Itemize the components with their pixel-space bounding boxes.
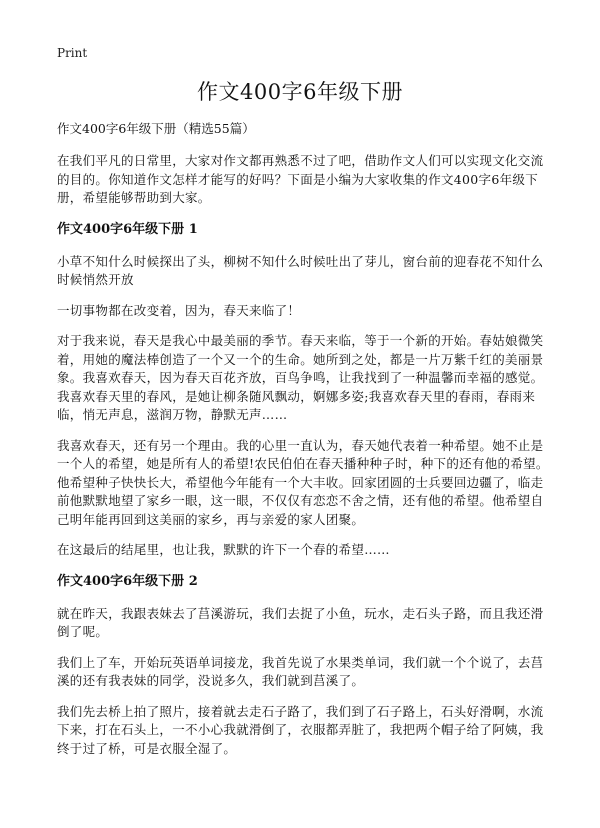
intro-paragraph: 在我们平凡的日常里，大家对作文都再熟悉不过了吧，借助作文人们可以实现文化交流的目的。你知道作文怎样才能写的好吗？下面是小编为大家收集的作文400字6年级下册，希望能够帮助到大家。 [57,153,544,205]
paragraph: 我们上了车，开始玩英语单词接龙，我首先说了水果类单词，我们就一个个说了，去莒溪的还有我表妹的同学，没说多久，我们就到莒溪了。 [57,654,544,688]
paragraph: 一切事物都在改变着，因为，春天来临了！ [57,302,301,318]
section-heading-2: 作文400字6年级下册 2 [57,573,198,589]
page-title: 作文400字6年级下册 [197,80,403,104]
document-body [57,120,550,770]
document-subtitle: 作文400字6年级下册（精选55篇） [57,121,255,136]
section-heading-1: 作文400字6年级下册 1 [57,221,198,237]
paragraph: 我们先去桥上拍了照片，接着就去走石子路了，我们到了石子路上，石头好滑啊，水流下来，打在石头上，一不小心我就滑倒了，衣服都弄脏了，我把两个帽子给了阿姨，我终于过了桥，可是衣服全湿了。 [57,703,544,756]
print-link[interactable]: Print [57,46,88,60]
paragraph: 小草不知什么时候探出了头，柳树不知什么时候吐出了芽儿，窗台前的迎春花不知什么时候悄然开放 [57,253,544,287]
paragraph: 在这最后的结尾里，也让我，默默的许下一个春的希望…… [57,542,390,557]
paragraph: 对于我来说，春天是我心中最美丽的季节。春天来临，等于一个新的开始。春姑娘微笑着，用她的魔法棒创造了一个又一个的生命。她所到之处，都是一片万紫千红的美丽景象。我喜欢春天，因为春天百花齐放，百鸟争鸣，让我找到了一种温馨而幸福的感觉。我喜欢春天里的春风，是她让柳条随风飘动，婀娜多姿;我喜欢春天里的春雨，春雨来临，悄无声息，滋润万物，静默无声…… [57,333,544,422]
paragraph: 我喜欢春天，还有另一个理由。我的心里一直认为，春天她代表着一种希望。她不止是一个人的希望，她是所有人的希望!农民伯伯在春天播种种子时，种下的还有他的希望。他希望种子快快长大，希望他今年能有一个大丰收。回家团圆的士兵要回边疆了，临走前他默默地望了家乡一眼，这一眼，不仅仅有恋恋不舍之情，还有他的希望。他希望自己明年能再回到这美丽的家乡，再与亲爱的家人团聚。 [57,437,549,527]
paragraph: 就在昨天，我跟表妹去了莒溪游玩，我们去捉了小鱼，玩水，走石头子路，而且我还滑倒了呢。 [57,605,544,639]
